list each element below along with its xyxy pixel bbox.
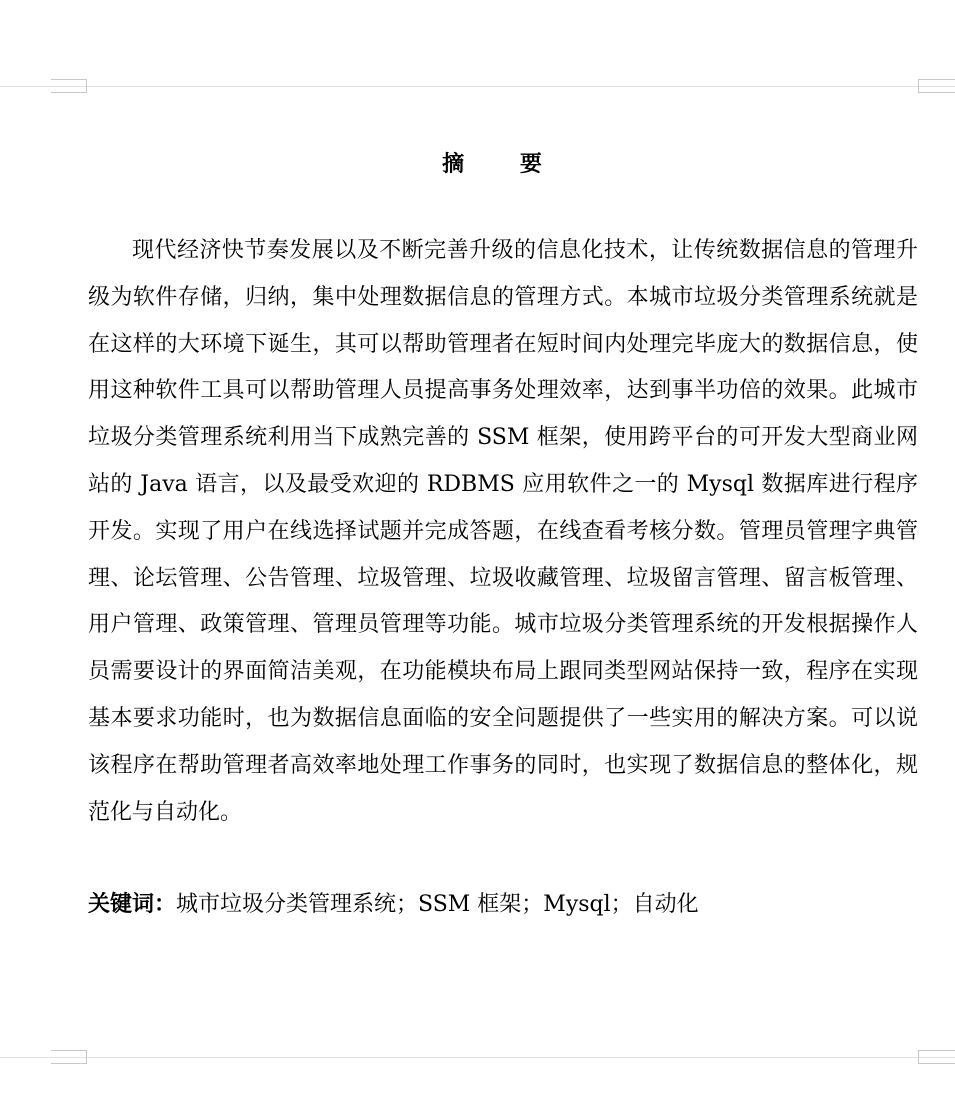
keywords-text: 城市垃圾分类管理系统；SSM 框架；Mysql；自动化: [176, 892, 699, 917]
keywords-label: 关键词：: [88, 891, 177, 917]
footer-margin-line: [0, 1057, 955, 1058]
crop-mark-top-left: [51, 79, 87, 93]
abstract-title: 摘 要: [442, 151, 566, 177]
header-margin-line: [0, 86, 955, 87]
crop-mark-bottom-right: [918, 1050, 955, 1064]
keywords-line: [88, 884, 918, 925]
abstract-paragraph: 现代经济快节奏发展以及不断完善升级的信息化技术，让传统数据信息的管理升级为软件存储，归纳，集中处理数据信息的管理方式。本城市垃圾分类管理系统就是在这样的大环境下诞生，其可以帮助管理者在短时间内处理完毕庞大的数据信息，使用这种软件工具可以帮助管理人员提高事务处理效率，达到事半功倍的效果。此城市垃圾分类管理系统利用当下成熟完善的 SSM 框架，使用跨平台的可开发大型商业网站的 Java 语言，以及最受欢迎的 RDBMS 应用软件之一的 Mysql 数据库进行程序开发。实现了用户在线选择试题并完成答题，在线查看考核分数。管理员管理字典管理、论坛管理、公告管理、垃圾管理、垃圾收藏管理、垃圾留言管理、留言板管理、用户管理、政策管理、管理员管理等功能。城市垃圾分类管理系统的开发根据操作人员需要设计的界面简洁美观，在功能模块布局上跟同类型网站保持一致，程序在实现基本要求功能时，也为数据信息面临的安全问题提供了一些实用的解决方案。可以说该程序在帮助管理者高效率地处理工作事务的同时，也实现了数据信息的整体化，规范化与自动化。: [88, 238, 918, 825]
crop-mark-bottom-left: [51, 1050, 87, 1064]
crop-mark-top-right: [918, 79, 955, 93]
